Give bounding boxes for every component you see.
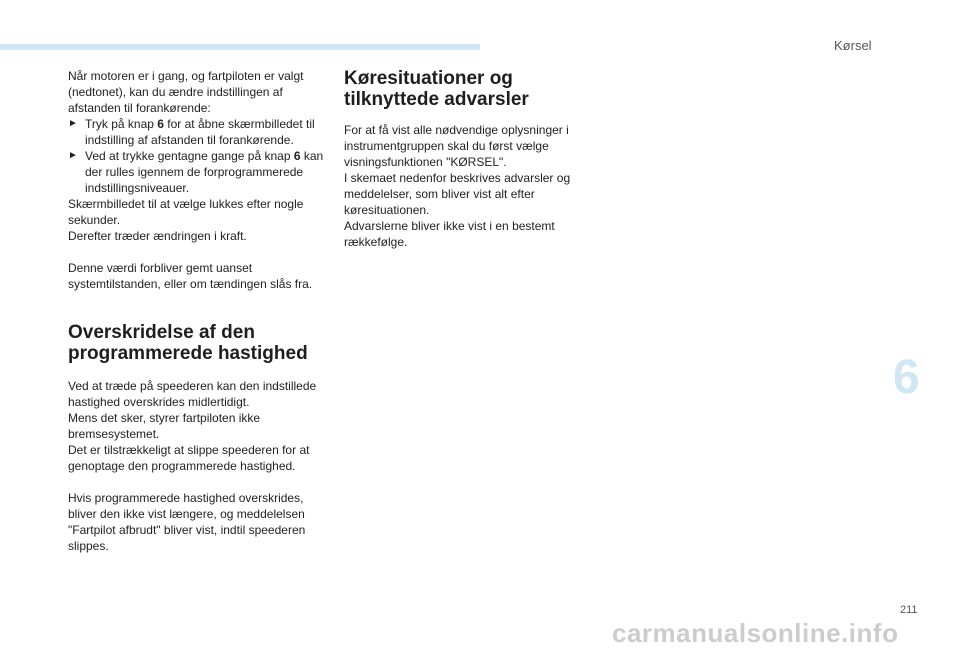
intro-text: Når motoren er i gang, og fartpiloten er valgt (nedtonet), kan du ændre indstillingen af afstanden til forankørende: (68, 69, 304, 115)
arrow-bullet-icon: ► (68, 118, 78, 129)
page-number: 211 (900, 604, 918, 616)
bullet-item: ► Ved at trykke gentagne gange på knap 6 kan der rulles igennem de forprogrammerede indstillingsniveauer. (68, 149, 324, 195)
paragraph: For at få vist alle nødvendige oplysninger i instrumentgruppen skal du først vælge visningsfunktionen "KØRSEL". (344, 123, 569, 169)
watermark: carmanualsonline.info (612, 618, 899, 648)
header-accent-bar (0, 44, 480, 50)
paragraph: Det er tilstrækkeligt at slippe speederen for at genoptage den programmerede hastighed. (68, 443, 310, 473)
arrow-bullet-icon: ► (68, 150, 78, 161)
paragraph: Mens det sker, styrer fartpiloten ikke bremsesystemet. (68, 411, 261, 441)
memory-note: Denne værdi forbliver gemt uanset systemtilstanden, eller om tændingen slås fra. (68, 261, 313, 291)
section-heading-overspeed: Overskridelse af den programmerede hastighed (68, 322, 308, 364)
right-column (344, 68, 584, 250)
close-note: Skærmbilledet til at vælge lukkes efter nogle sekunder. (68, 197, 304, 227)
paragraph: Advarslerne bliver ikke vist i en bestemt rækkefølge. (344, 219, 555, 249)
paragraph: I skemaet nedenfor beskrives advarsler og meddelelser, som bliver vist alt efter køresituationen. (344, 171, 571, 217)
section-title: Kørsel (834, 38, 872, 53)
paragraph: Hvis programmerede hastighed overskrides, bliver den ikke vist længere, og meddelelsen "Fartpilot afbrudt" bliver vist, indtil speederen slippes. (68, 491, 306, 553)
button-key: 6 (157, 117, 164, 131)
button-key: 6 (293, 149, 301, 163)
apply-note: Derefter træder ændringen i kraft. (68, 229, 247, 243)
chapter-number: 6 (893, 351, 920, 404)
left-column (68, 68, 330, 554)
bullet-item: ► Tryk på knap 6 for at åbne skærmbilledet til indstilling af afstanden til forankørende. (68, 117, 315, 147)
section-heading-driving-situations: Køresituationer og tilknyttede advarsler (344, 68, 529, 110)
paragraph: Ved at træde på speederen kan den indstillede hastighed overskrides midlertidigt. (68, 379, 317, 409)
